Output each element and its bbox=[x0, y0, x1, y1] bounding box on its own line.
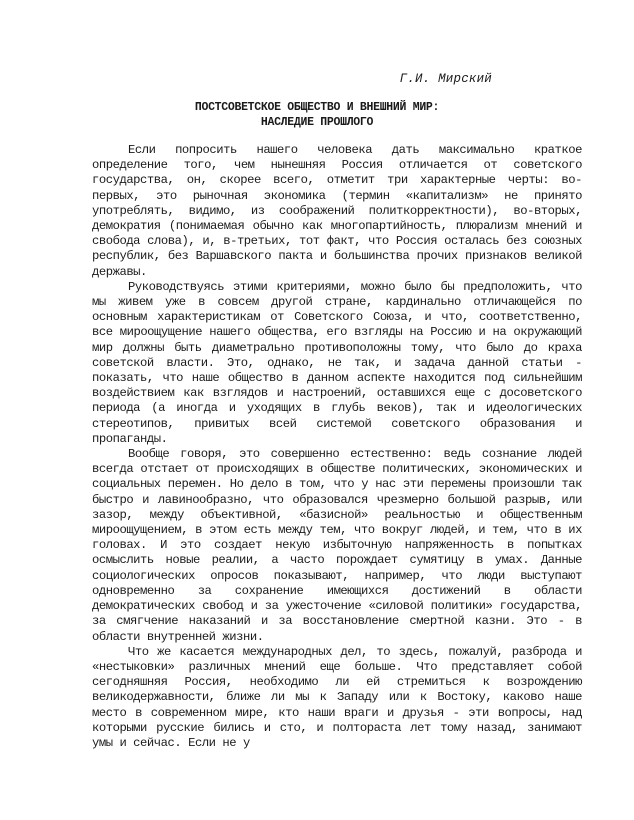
paragraph-4: Что же касается международных дел, то здесь, пожалуй, разброда и «нестыковки» различных мнений еще больше. Что представляет собой сегодняшняя Россия, необходимо ли ей стремиться к возрождению великодержавности, ближе ли мы к Западу или к Востоку, каково наше место в современном мире, кто наши враги и друзья - эти вопросы, над которыми русские бились и сто, и полтораста лет тому назад, занимают умы и сейчас. Если не у bbox=[92, 644, 582, 750]
paragraph-2: Руководствуясь этими критериями, можно было бы предположить, что мы живем уже в совсем другой стране, кардинально отличающейся по основным характеристикам от Советского Союза, и что, соответственно, все мироощущение нашего общества, его взгляды на Россию и на окружающий мир должны быть диаметрально противоположны тому, что было до краха советской власти. Это, однако, не так, и задача данной статьи - показать, что наше общество в данном аспекте находится под сильнейшим воздействием как взглядов и настроений, оставшихся еще с досоветского периода (а иногда и уходящих в глубь веков), так и идеологических стереотипов, привитых всей системой советского образования и пропаганды. bbox=[92, 279, 582, 446]
title-line-2: НАСЛЕДИЕ ПРОШЛОГО bbox=[260, 116, 374, 129]
paragraph-3: Вообще говоря, это совершенно естественно: ведь сознание людей всегда отстает от происходящих в обществе политических, экономических и социальных перемен. Но дело в том, что у нас эти перемены произошли так быстро и лавинообразно, что образовался чрезмерно большой разрыв, или зазор, между объективной, «базисной» реальностью и общественным мироощущением, в этом есть между тем, что вокруг людей, и тем, что в их головах. И это создает некую избыточную напряженность в попытках осмыслить новые реалии, а часто порождает сумятицу в умах. Данные социологических опросов показывают, например, что люди выступают одновременно за сохранение имеющихся достижений в области демократических свобод и за ужесточение «силовой политики» государства, за смягчение наказаний и за восстановление смертной казни. Это - в области внутренней жизни. bbox=[92, 447, 582, 644]
paragraph-1: Если попросить нашего человека дать максимально краткое определение того, чем нынешняя Россия отличается от советского государства, он, скорее всего, отметит три характерные черты: во-первых, это рыночная экономика (термин «капитализм» не принято употреблять, видимо, из соображений политкорректности), во-вторых, демократия (понимаемая обычно как многопартийность, плюрализм мнений и свобода слова), и, в-третьих, тот факт, что Россия осталась без союзных республик, без Варшавского пакта и большинства прочих признаков великой державы. bbox=[92, 143, 582, 279]
author-name: Г.И. Мирский bbox=[399, 72, 492, 86]
title-line-1: ПОСТСОВЕТСКОЕ ОБЩЕСТВО И ВНЕШНИЙ МИР: bbox=[194, 101, 440, 114]
article-title bbox=[0, 100, 634, 130]
article-body bbox=[92, 143, 582, 751]
